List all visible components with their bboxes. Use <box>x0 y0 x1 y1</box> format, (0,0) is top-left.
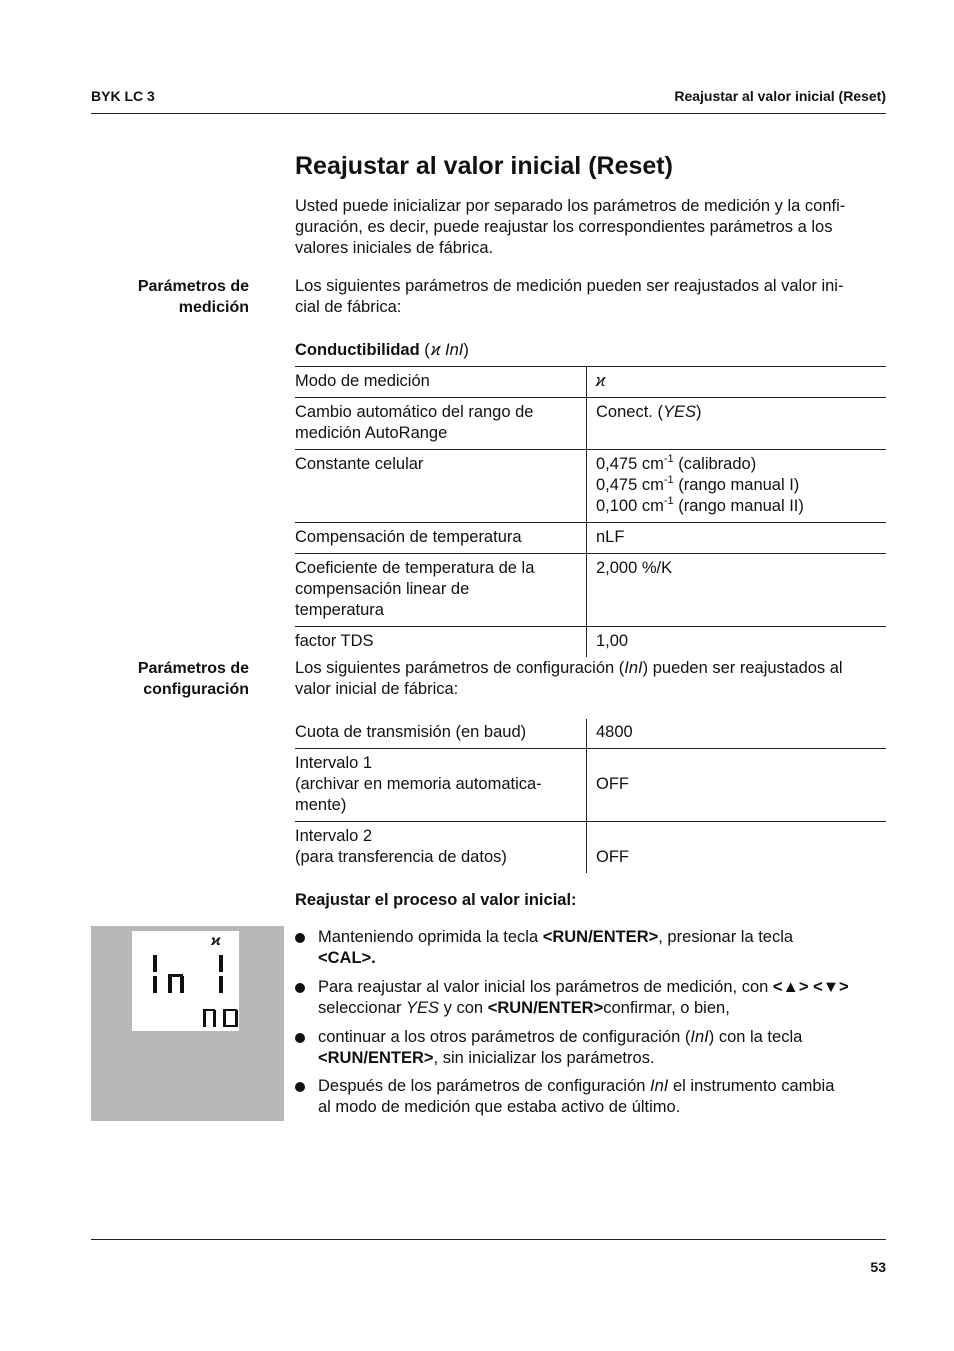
bullet-icon <box>295 983 305 993</box>
value-cell: nLF <box>587 523 887 554</box>
key-cal: <CAL>. <box>318 949 376 967</box>
table-row <box>295 398 886 450</box>
footer-rule <box>91 1239 886 1240</box>
measurement-parameters-table <box>295 366 886 657</box>
list-item: Para reajustar al valor inicial los parámetros de medición, con <▲> <▼> seleccionar YES y con <RUN/ENTER>confirmar, o bien, <box>295 977 887 1019</box>
param-cell: Compensación de temperatura <box>295 523 587 554</box>
value-cell: 1,00 <box>587 627 887 658</box>
header-rule <box>91 113 886 114</box>
value-cell: Conect. (YES) <box>587 398 887 450</box>
value-cell: OFF <box>587 749 887 822</box>
page-number: 53 <box>870 1259 886 1275</box>
table-row <box>295 749 886 822</box>
side-heading-configuration: Parámetros de configuración <box>137 660 249 698</box>
table-row <box>295 554 886 627</box>
side-heading-measurement: Parámetros de medición <box>137 278 249 316</box>
param-cell: Intervalo 1 (archivar en memoria automatica- mente) <box>295 749 587 822</box>
value-cell: 4800 <box>587 719 887 749</box>
procedure-heading: Reajustar el proceso al valor inicial: <box>295 891 577 909</box>
key-run-enter: <RUN/ENTER> <box>318 1049 434 1067</box>
intro-paragraph <box>295 196 887 259</box>
param-cell: Constante celular <box>295 450 587 523</box>
list-item: continuar a los otros parámetros de configuración (InI) con la tecla <RUN/ENTER>, sin inicializar los parámetros. <box>295 1027 887 1069</box>
intro-line: valores iniciales de fábrica. <box>295 239 494 257</box>
table-row <box>295 822 886 874</box>
procedure-steps <box>295 927 887 1118</box>
kappa-symbol: ϰ <box>431 341 441 359</box>
value-cell: OFF <box>587 822 887 874</box>
key-run-enter: <RUN/ENTER> <box>487 999 604 1017</box>
param-cell: Cuota de transmisión (en baud) <box>295 723 527 741</box>
measurement-intro: Los siguientes parámetros de medición pueden ser reajustados al valor ini- cial de fábrica: <box>295 277 844 316</box>
param-cell: Intervalo 2 (para transferencia de datos) <box>295 822 587 874</box>
list-item: Después de los parámetros de configuración InI el instrumento cambia al modo de medición que estaba activo de último. <box>295 1076 887 1118</box>
value-cell: 2,000 %/K <box>587 554 887 627</box>
configuration-parameters-table <box>295 719 886 873</box>
page-title: Reajustar al valor inicial (Reset) <box>295 152 673 180</box>
bullet-icon <box>295 1033 305 1043</box>
table-row <box>295 627 886 658</box>
param-cell: Coeficiente de temperatura de la compensación linear de temperatura <box>295 554 587 627</box>
list-item: Manteniendo oprimida la tecla <RUN/ENTER>, presionar la tecla <CAL>. <box>295 927 887 969</box>
param-cell: Modo de medición <box>295 367 587 398</box>
param-cell: factor TDS <box>295 627 587 658</box>
intro-line: guración, es decir, puede reajustar los correspondientes parámetros a los <box>295 218 833 236</box>
value-cell: 0,475 $cm^{-1}$ (calibrado) 0,475 $cm^{-1}$ (rango manual I) 0,100 $cm^{-1}$ (rango manual II) <box>587 450 887 523</box>
conductivity-subheading: Conductibilidad ( ϰ InI) <box>295 341 469 359</box>
kappa-symbol: ϰ <box>211 932 221 948</box>
table-row <box>295 719 886 749</box>
table-row <box>295 367 886 398</box>
key-arrows: <▲> <▼> <box>772 978 849 996</box>
bullet-icon <box>295 933 305 943</box>
param-cell: Cambio automático del rango de medición AutoRange <box>295 398 587 450</box>
configuration-intro: Los siguientes parámetros de configuración (InI) pueden ser reajustados al valor inicial de fábrica: <box>295 659 843 698</box>
table-row <box>295 450 886 523</box>
running-header-left: BYK LC 3 <box>91 88 155 104</box>
bullet-icon <box>295 1082 305 1092</box>
intro-line: Usted puede inicializar por separado los parámetros de medición y la confi- <box>295 197 846 215</box>
running-header-right: Reajustar al valor inicial (Reset) <box>674 88 886 104</box>
value-cell: ϰ <box>587 367 887 398</box>
table-row <box>295 523 886 554</box>
lcd-display <box>132 931 239 1031</box>
key-run-enter: <RUN/ENTER> <box>542 928 659 946</box>
